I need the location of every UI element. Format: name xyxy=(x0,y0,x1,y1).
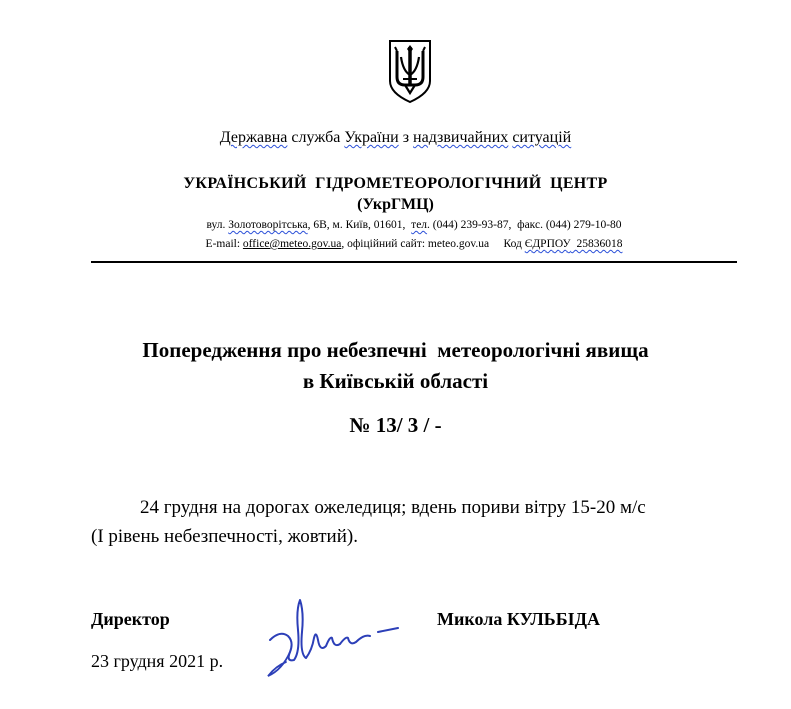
address-middle: , 6В, м. Київ, 01601, xyxy=(307,219,412,231)
organization-abbreviation: (УкрГМЦ) xyxy=(357,196,434,213)
address-tel-label: тел xyxy=(411,219,428,231)
handwritten-signature xyxy=(260,592,410,687)
ministry-word-3: України xyxy=(344,129,399,146)
edrpou-value: 25836018 xyxy=(570,238,623,250)
ministry-word-2: служба xyxy=(287,129,345,146)
header-divider xyxy=(91,261,737,263)
site-text: , офіційний сайт: meteo.gov.ua Код xyxy=(341,238,525,250)
ministry-line xyxy=(0,129,791,147)
ministry-word-1: Державна xyxy=(219,129,288,146)
address-street: Золотоворітська xyxy=(228,219,308,231)
warning-body-line2: (I рівень небезпечності, жовтий). xyxy=(91,526,358,547)
ministry-word-4: з xyxy=(398,129,414,146)
email-link[interactable]: office@meteo.gov.ua xyxy=(242,238,342,250)
director-label: Директор xyxy=(91,609,170,629)
organization-name: УКРАЇНСЬКИЙ ГІДРОМЕТЕОРОЛОГІЧНИЙ ЦЕНТР xyxy=(183,175,608,192)
ministry-word-5: надзвичайних xyxy=(413,129,509,146)
address-prefix: вул. xyxy=(206,219,229,231)
address-phones: . (044) 239-93-87, факс. (044) 279-10-80 xyxy=(427,219,622,231)
warning-number: № 13/ 3 / - xyxy=(349,413,442,437)
address-line xyxy=(0,219,791,231)
contacts-line xyxy=(0,238,791,250)
warning-body-line1: 24 грудня на дорогах ожеледиця; вдень пориви вітру 15-20 м/с xyxy=(140,497,646,518)
director-name: Микола КУЛЬБІДА xyxy=(437,609,600,629)
document-date: 23 грудня 2021 р. xyxy=(91,651,224,671)
email-label: E-mail: xyxy=(205,238,243,250)
trident-coat-of-arms-icon xyxy=(387,39,433,105)
ministry-word-7: ситуацій xyxy=(512,129,572,146)
warning-title-line1: Попередження про небезпечні метеорологічні явища xyxy=(142,338,649,362)
edrpou-label: ЄДРПОУ xyxy=(524,238,571,250)
warning-title-line2: в Київській області xyxy=(302,369,489,393)
